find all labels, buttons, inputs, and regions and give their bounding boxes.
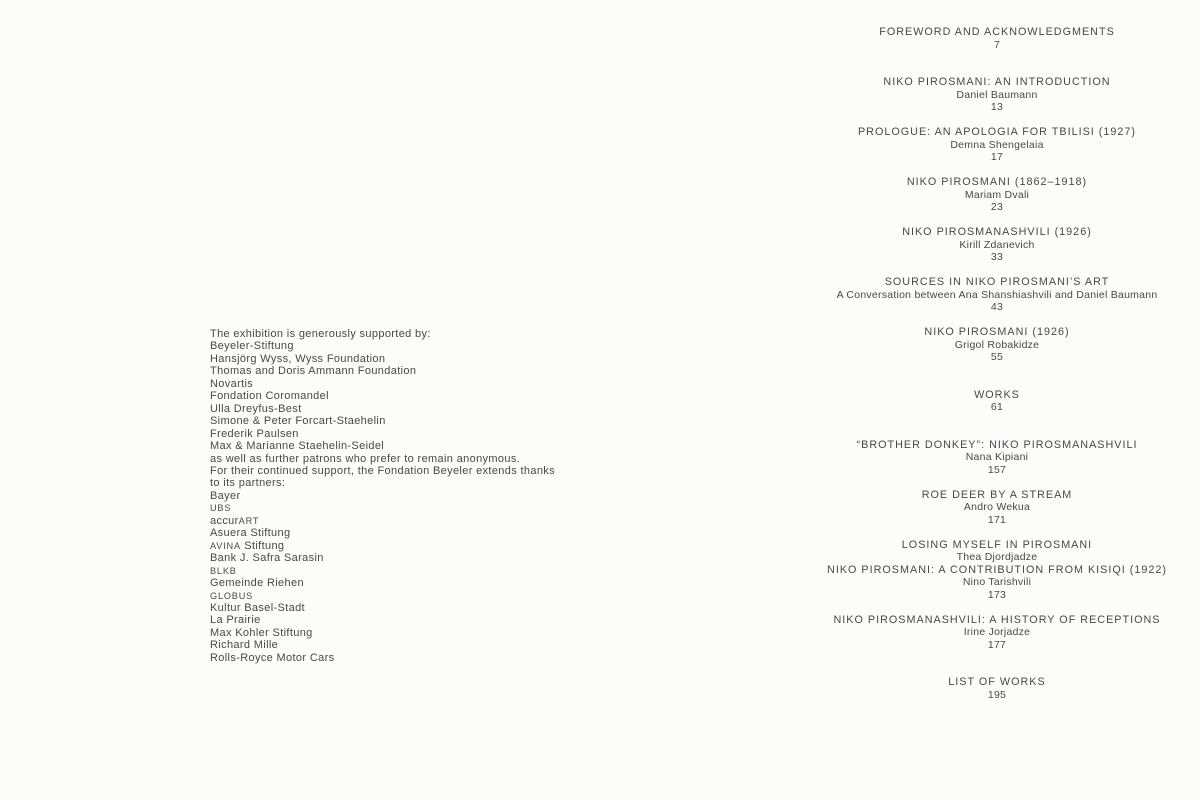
toc-title: PROLOGUE: AN APOLOGIA FOR TBILISI (1927) — [857, 126, 1137, 138]
list-item: Beyeler-Stiftung — [210, 340, 294, 353]
toc-title: WORKS — [974, 388, 1020, 401]
toc-page-number: 195 — [987, 688, 1007, 701]
supporters-intro-text: The exhibition is generously supported by: — [210, 328, 431, 340]
main-partners-list — [210, 490, 610, 515]
list-item: Kultur Basel-Stadt — [210, 601, 305, 614]
toc-entry — [790, 226, 1200, 264]
toc-title: SOURCES IN NIKO PIROSMANI’S ART — [884, 276, 1110, 288]
toc-author: Thea Djordjadze — [956, 551, 1038, 563]
toc-author: Nino Tarishvili — [962, 576, 1032, 588]
toc-title: NIKO PIROSMANI: A CONTRIBUTION FROM KISIQI (1922) — [827, 563, 1167, 576]
list-item: Gemeinde Riehen — [210, 577, 304, 590]
toc-page-number: 55 — [990, 351, 1004, 363]
list-item: to its partners: — [210, 477, 286, 490]
small-caps-text: BLKB — [210, 565, 237, 576]
list-item — [210, 515, 610, 527]
list-item: Asuera Stiftung — [210, 527, 291, 540]
toc-title: LOSING MYSELF IN PIROSMANI — [901, 538, 1093, 551]
text-segment: accur — [210, 514, 239, 527]
supporters-list — [210, 340, 610, 452]
toc-page-number: 7 — [993, 38, 1001, 51]
toc-author: Nana Kipiani — [965, 451, 1029, 463]
list-item: Frederik Paulsen — [210, 427, 299, 440]
toc-page-number: 17 — [990, 151, 1004, 163]
list-item — [210, 565, 610, 577]
list-item: Bayer — [210, 489, 241, 502]
toc-entry — [790, 439, 1200, 477]
toc-entry — [790, 389, 1200, 414]
list-item: Novartis — [210, 377, 254, 390]
toc-entry — [790, 326, 1200, 364]
list-item — [210, 590, 610, 602]
list-item: La Prairie — [210, 614, 261, 627]
toc-author: Grigol Robakidze — [954, 338, 1040, 351]
toc-page-number: 33 — [990, 251, 1004, 263]
acknowledgments-column — [210, 328, 610, 664]
toc-page-number: 23 — [990, 201, 1004, 213]
list-item: Simone & Peter Forcart-Staehelin — [210, 415, 386, 428]
list-item: Thomas and Doris Ammann Foundation — [210, 365, 417, 378]
toc-author: Andro Wekua — [963, 501, 1031, 513]
toc-entry — [790, 126, 1200, 164]
toc-author: Demna Shengelaia — [950, 138, 1044, 151]
toc-title: FOREWORD AND ACKNOWLEDGMENTS — [879, 26, 1115, 38]
toc-title: NIKO PIROSMANI (1926) — [924, 326, 1070, 338]
toc-page-number: 171 — [987, 513, 1007, 526]
toc-page-number: 177 — [987, 638, 1007, 651]
toc-author: Irine Jorjadze — [963, 626, 1031, 638]
small-caps-text: UBS — [210, 503, 232, 514]
toc-page-number: 43 — [990, 301, 1004, 313]
toc-title: LIST OF WORKS — [948, 676, 1046, 688]
toc-title: NIKO PIROSMANI: AN INTRODUCTION — [883, 76, 1111, 88]
toc-page-number: 157 — [987, 463, 1007, 476]
partners-list — [210, 515, 610, 664]
list-item: Rolls-Royce Motor Cars — [210, 651, 335, 664]
toc-author: A Conversation between Ana Shanshiashvili and Daniel Baumann — [836, 288, 1158, 301]
toc-author: Kirill Zdanevich — [959, 238, 1035, 251]
partners-intro-text — [210, 465, 610, 490]
toc-entry — [790, 176, 1200, 214]
toc-page-number: 173 — [987, 588, 1007, 601]
toc-page-number: 61 — [990, 401, 1004, 413]
list-item: Max Kohler Stiftung — [210, 626, 313, 639]
small-caps-text: GLOBUS — [210, 590, 254, 601]
list-item — [210, 540, 610, 552]
toc-author: Daniel Baumann — [956, 88, 1038, 101]
anonymous-patrons-note: as well as further patrons who prefer to remain anonymous. — [210, 452, 521, 465]
list-item: Ulla Dreyfus-Best — [210, 402, 302, 415]
toc-title: “BROTHER DONKEY”: NIKO PIROSMANASHVILI — [856, 438, 1138, 451]
toc-entry — [790, 489, 1200, 527]
toc-entry — [790, 614, 1200, 652]
toc-title: NIKO PIROSMANASHVILI (1926) — [902, 226, 1092, 238]
small-caps-text: AVINA — [210, 540, 241, 551]
list-item: Max & Marianne Staehelin-Seidel — [210, 440, 385, 453]
small-caps-text: ART — [238, 515, 260, 526]
toc-entry — [790, 26, 1200, 51]
list-item: For their continued support, the Fondation Beyeler extends thanks — [210, 464, 555, 477]
toc-entry — [790, 676, 1200, 701]
list-item — [210, 502, 610, 514]
toc-page-number: 13 — [990, 101, 1004, 113]
list-item: Bank J. Safra Sarasin — [210, 552, 324, 565]
toc-title: NIKO PIROSMANI (1862–1918) — [906, 176, 1088, 188]
list-item: Fondation Coromandel — [210, 390, 329, 403]
toc-entry — [790, 539, 1200, 602]
toc-title: ROE DEER BY A STREAM — [921, 488, 1073, 501]
toc-title: NIKO PIROSMANASHVILI: A HISTORY OF RECEPTIONS — [833, 613, 1161, 626]
table-of-contents — [790, 26, 1200, 701]
list-item: Hansjörg Wyss, Wyss Foundation — [210, 352, 386, 365]
list-item: Richard Mille — [210, 639, 279, 652]
text-segment: Stiftung — [240, 539, 285, 552]
toc-entry — [790, 276, 1200, 314]
toc-author: Mariam Dvali — [964, 188, 1030, 201]
toc-entry — [790, 76, 1200, 114]
